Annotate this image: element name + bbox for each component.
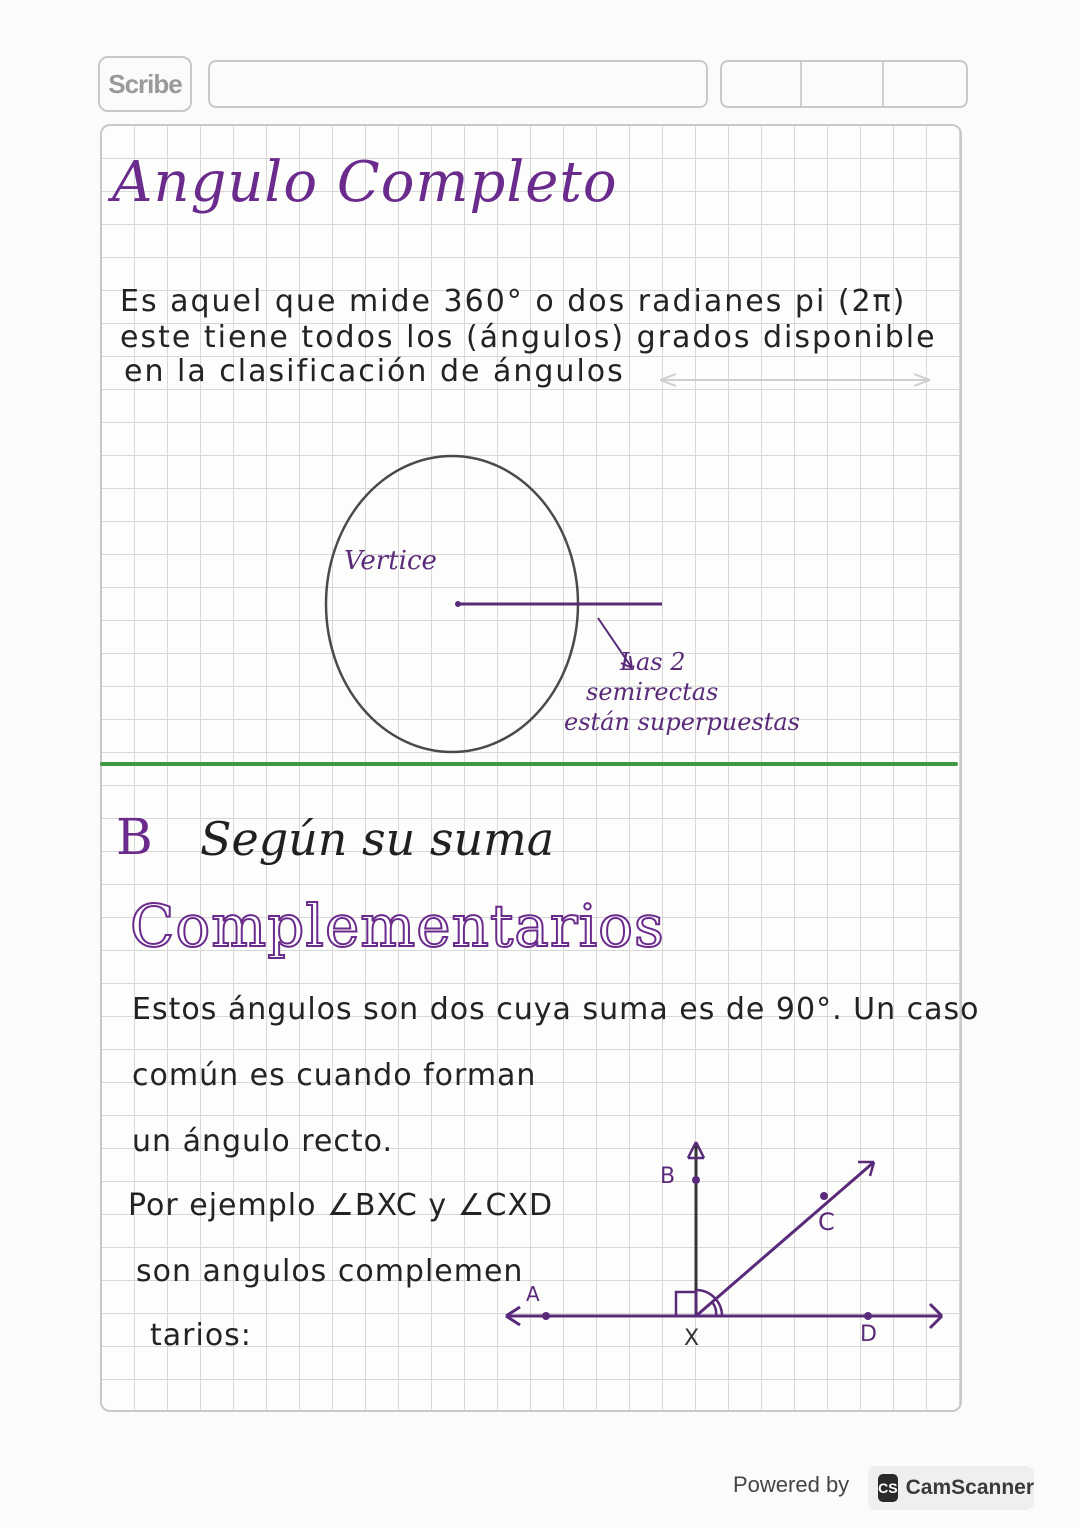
annotation-line-1: Las 2 <box>620 648 686 676</box>
ray-xc <box>696 1162 874 1316</box>
point-b <box>692 1176 700 1184</box>
annotation-line-3: están superpuestas <box>564 708 800 736</box>
point-a <box>542 1312 550 1320</box>
section-a-line-2: este tiene todos los (ángulos) grados disponible <box>120 320 937 355</box>
brand-logo: Scribe <box>98 56 192 112</box>
section-b-heading: Según su suma <box>200 812 555 866</box>
section-a-line-3: en la clasificación de ángulos <box>124 354 625 389</box>
section-b-line-3: un ángulo recto. <box>132 1124 393 1159</box>
section-b-line-6: tarios: <box>150 1318 252 1353</box>
right-angle-mark <box>676 1292 696 1316</box>
complementarios-title: Complementarios <box>130 892 665 960</box>
point-d <box>864 1312 872 1320</box>
powered-by-text: Powered by <box>733 1472 850 1497</box>
section-b-letter: B <box>116 808 153 866</box>
camscanner-badge <box>868 1466 1034 1510</box>
label-b: B <box>660 1164 676 1189</box>
annotation-line-2: semirectas <box>586 678 719 706</box>
faint-double-arrow <box>660 374 930 386</box>
camscanner-icon: CS <box>878 1474 898 1502</box>
vertex-label: Vertice <box>344 546 437 576</box>
point-c <box>820 1192 828 1200</box>
section-a-title: Angulo Completo <box>112 150 618 215</box>
section-b-line-1: Estos ángulos son dos cuya suma es de 90°. Un caso <box>132 992 980 1027</box>
vertex-point <box>455 601 461 607</box>
section-a-line-1: Es aquel que mide 360° o dos radianes pi (2π) <box>120 284 907 319</box>
label-a: A <box>526 1282 540 1306</box>
complementary-diagram <box>506 1142 942 1328</box>
label-c: C <box>818 1208 835 1236</box>
section-b-line-4: Por ejemplo ∠BXC y ∠CXD <box>128 1188 554 1223</box>
camscanner-name: CamScanner <box>905 1476 1034 1499</box>
label-x: X <box>684 1326 700 1351</box>
label-d: D <box>860 1322 877 1347</box>
section-b-line-5: son angulos complemen <box>136 1254 524 1289</box>
section-b-line-2: común es cuando forman <box>132 1058 537 1093</box>
angle-arc-cxd <box>712 1302 716 1316</box>
annotation-arrow <box>598 618 632 668</box>
